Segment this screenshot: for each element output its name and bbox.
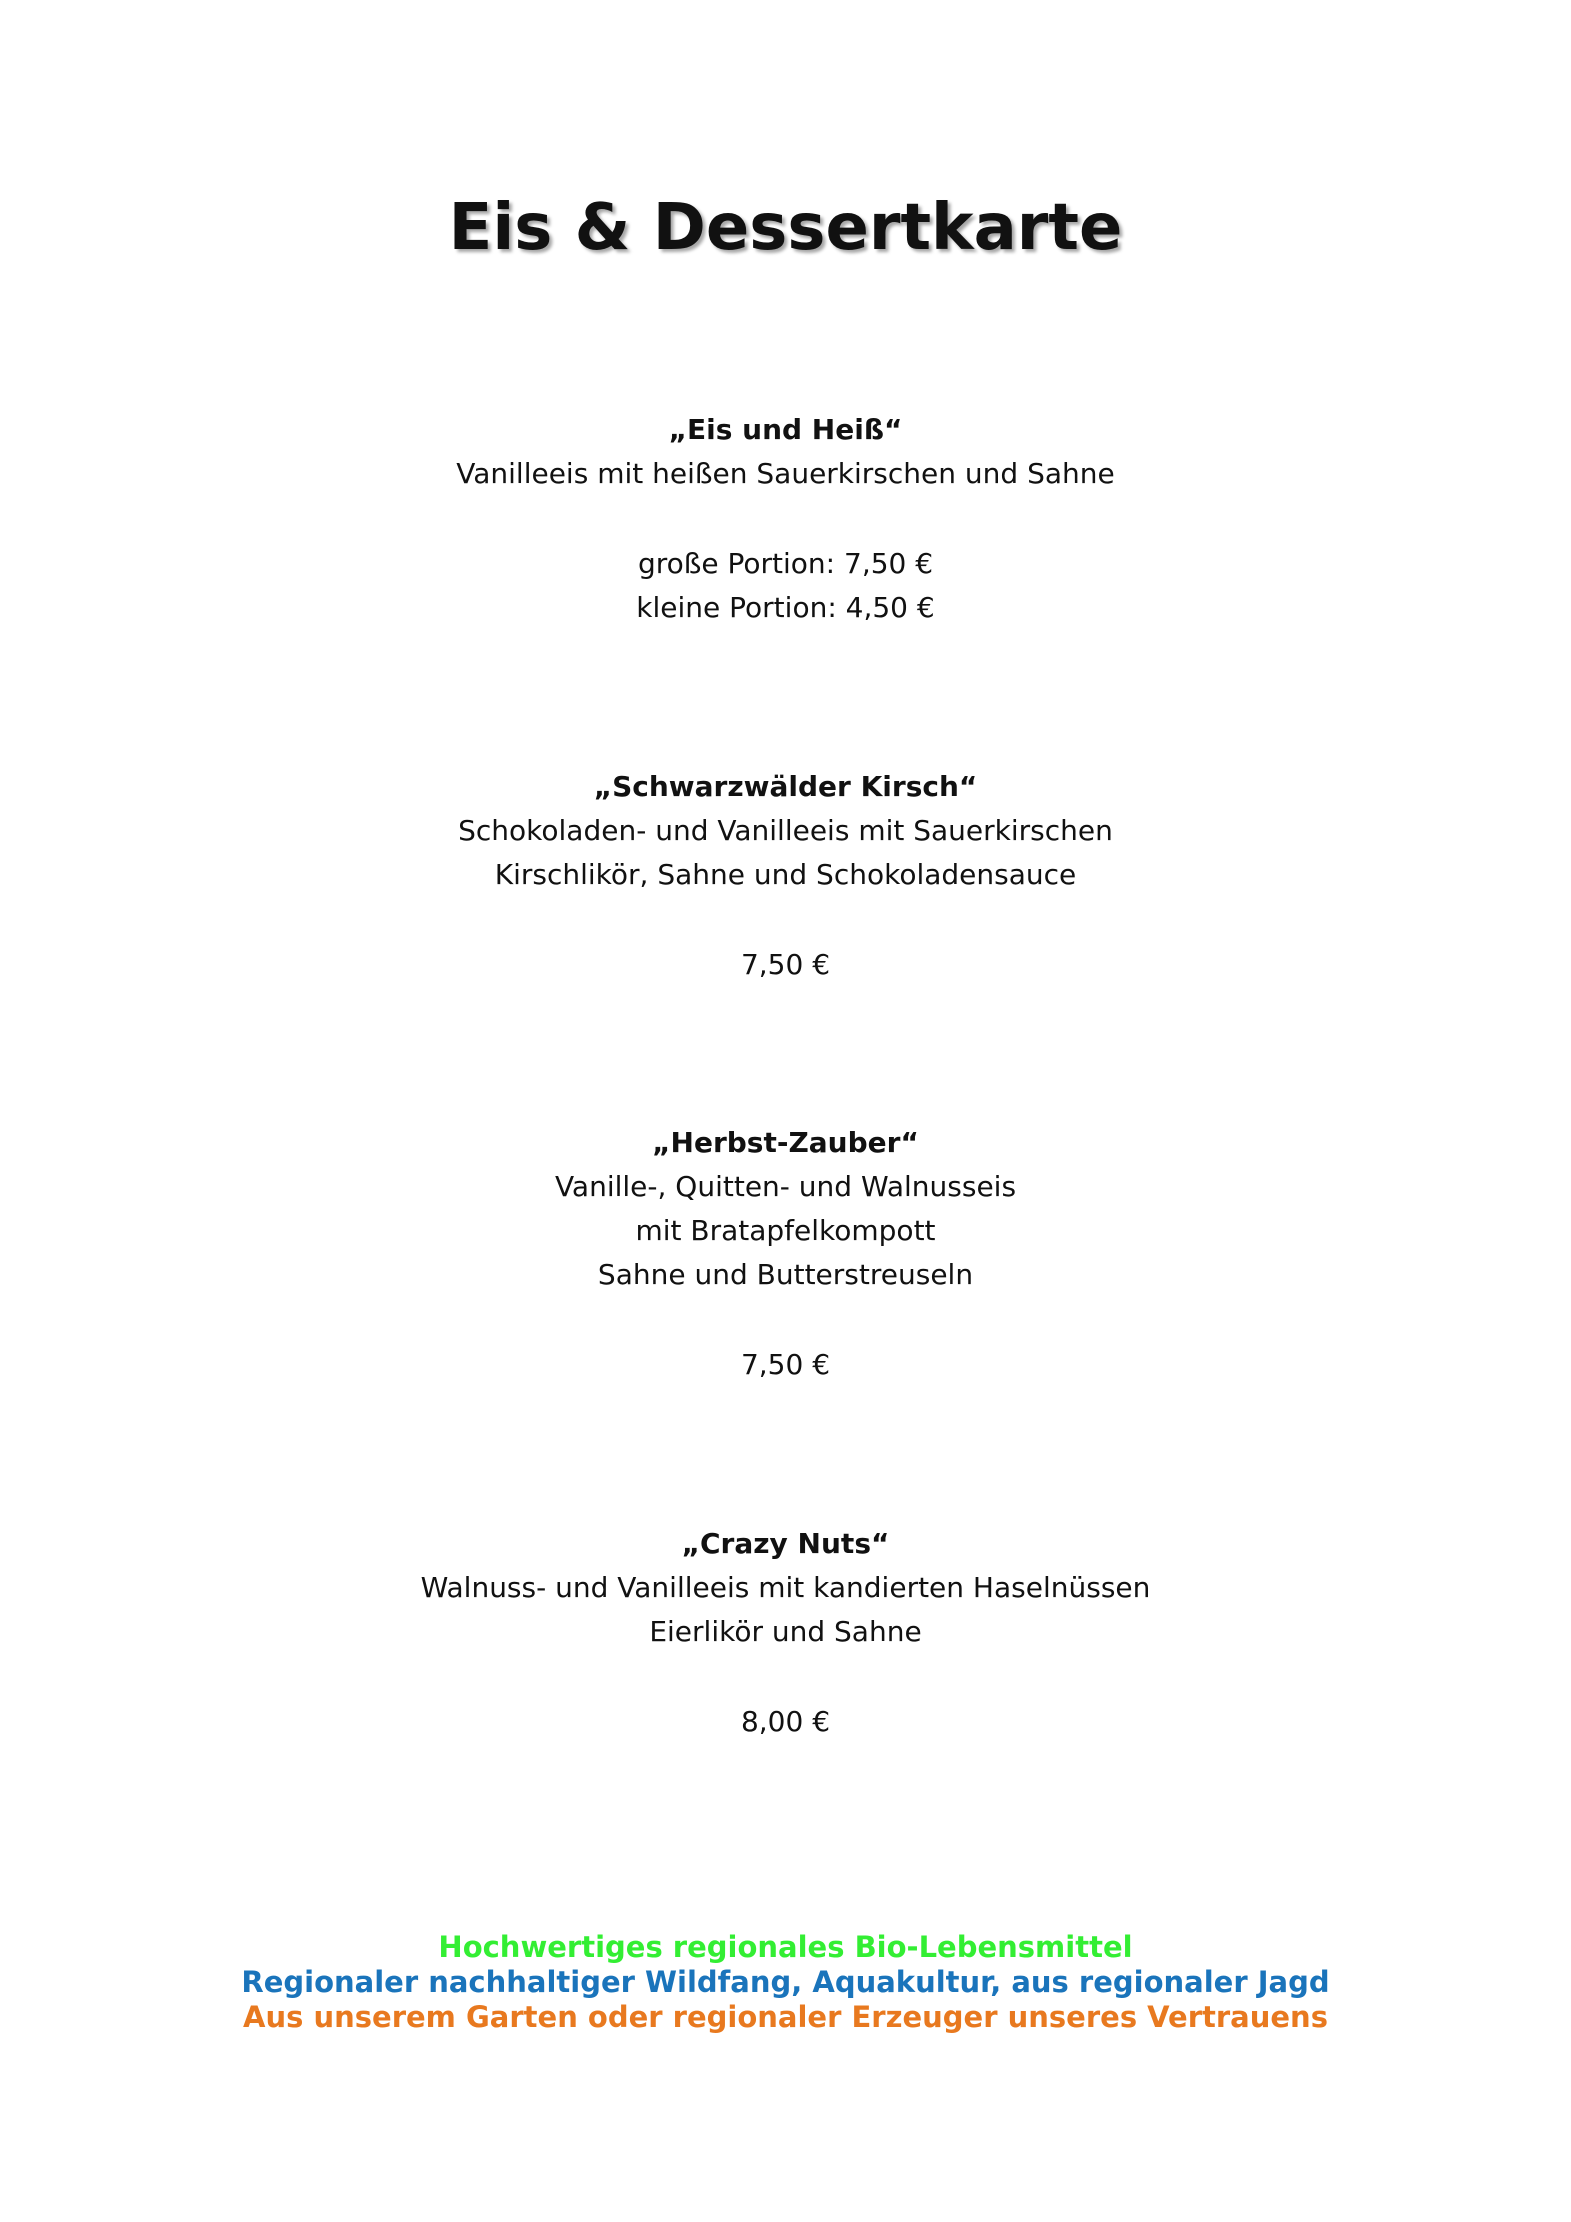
dessert-price: 7,50 € (740, 948, 831, 981)
page-title: Eis & Dessertkarte (448, 191, 1123, 265)
dessert-description: Eierlikör und Sahne (649, 1615, 922, 1648)
legend (0, 1930, 1571, 2035)
dessert-description: Walnuss- und Vanilleeis mit kandierten Haselnüssen (420, 1571, 1151, 1604)
dessert-name: „Eis und Heiß“ (668, 413, 903, 446)
dessert-description: Schokoladen- und Vanilleeis mit Sauerkirschen (458, 814, 1113, 847)
dessert-description: Vanilleeis mit heißen Sauerkirschen und Sahne (456, 457, 1115, 490)
dessert-description: mit Bratapfelkompott (635, 1214, 936, 1247)
legend-bio: Hochwertiges regionales Bio-Lebensmittel (438, 1930, 1133, 1964)
dessert-price: kleine Portion: 4,50 € (636, 591, 935, 624)
dessert-description: Vanille-, Quitten- und Walnusseis (554, 1170, 1017, 1203)
dessert-item (0, 765, 1571, 987)
legend-wildfang: Regionaler nachhaltiger Wildfang, Aquakultur, aus regionaler Jagd (241, 1965, 1330, 1999)
dessert-price: 7,50 € (740, 1348, 831, 1381)
dessert-name: „Herbst-Zauber“ (652, 1126, 919, 1159)
dessert-price: 8,00 € (740, 1705, 831, 1738)
dessert-name: „Crazy Nuts“ (681, 1527, 890, 1560)
dessert-item (0, 408, 1571, 630)
dessert-description: Kirschlikör, Sahne und Schokoladensauce (494, 858, 1077, 891)
dessert-description: Sahne und Butterstreuseln (597, 1258, 974, 1291)
dessert-item (0, 1522, 1571, 1744)
dessert-name: „Schwarzwälder Kirsch“ (593, 770, 978, 803)
dessert-price: große Portion: 7,50 € (637, 547, 934, 580)
legend-garten: Aus unserem Garten oder regionaler Erzeuger unseres Vertrauens (243, 2000, 1328, 2034)
dessert-item (0, 1121, 1571, 1387)
